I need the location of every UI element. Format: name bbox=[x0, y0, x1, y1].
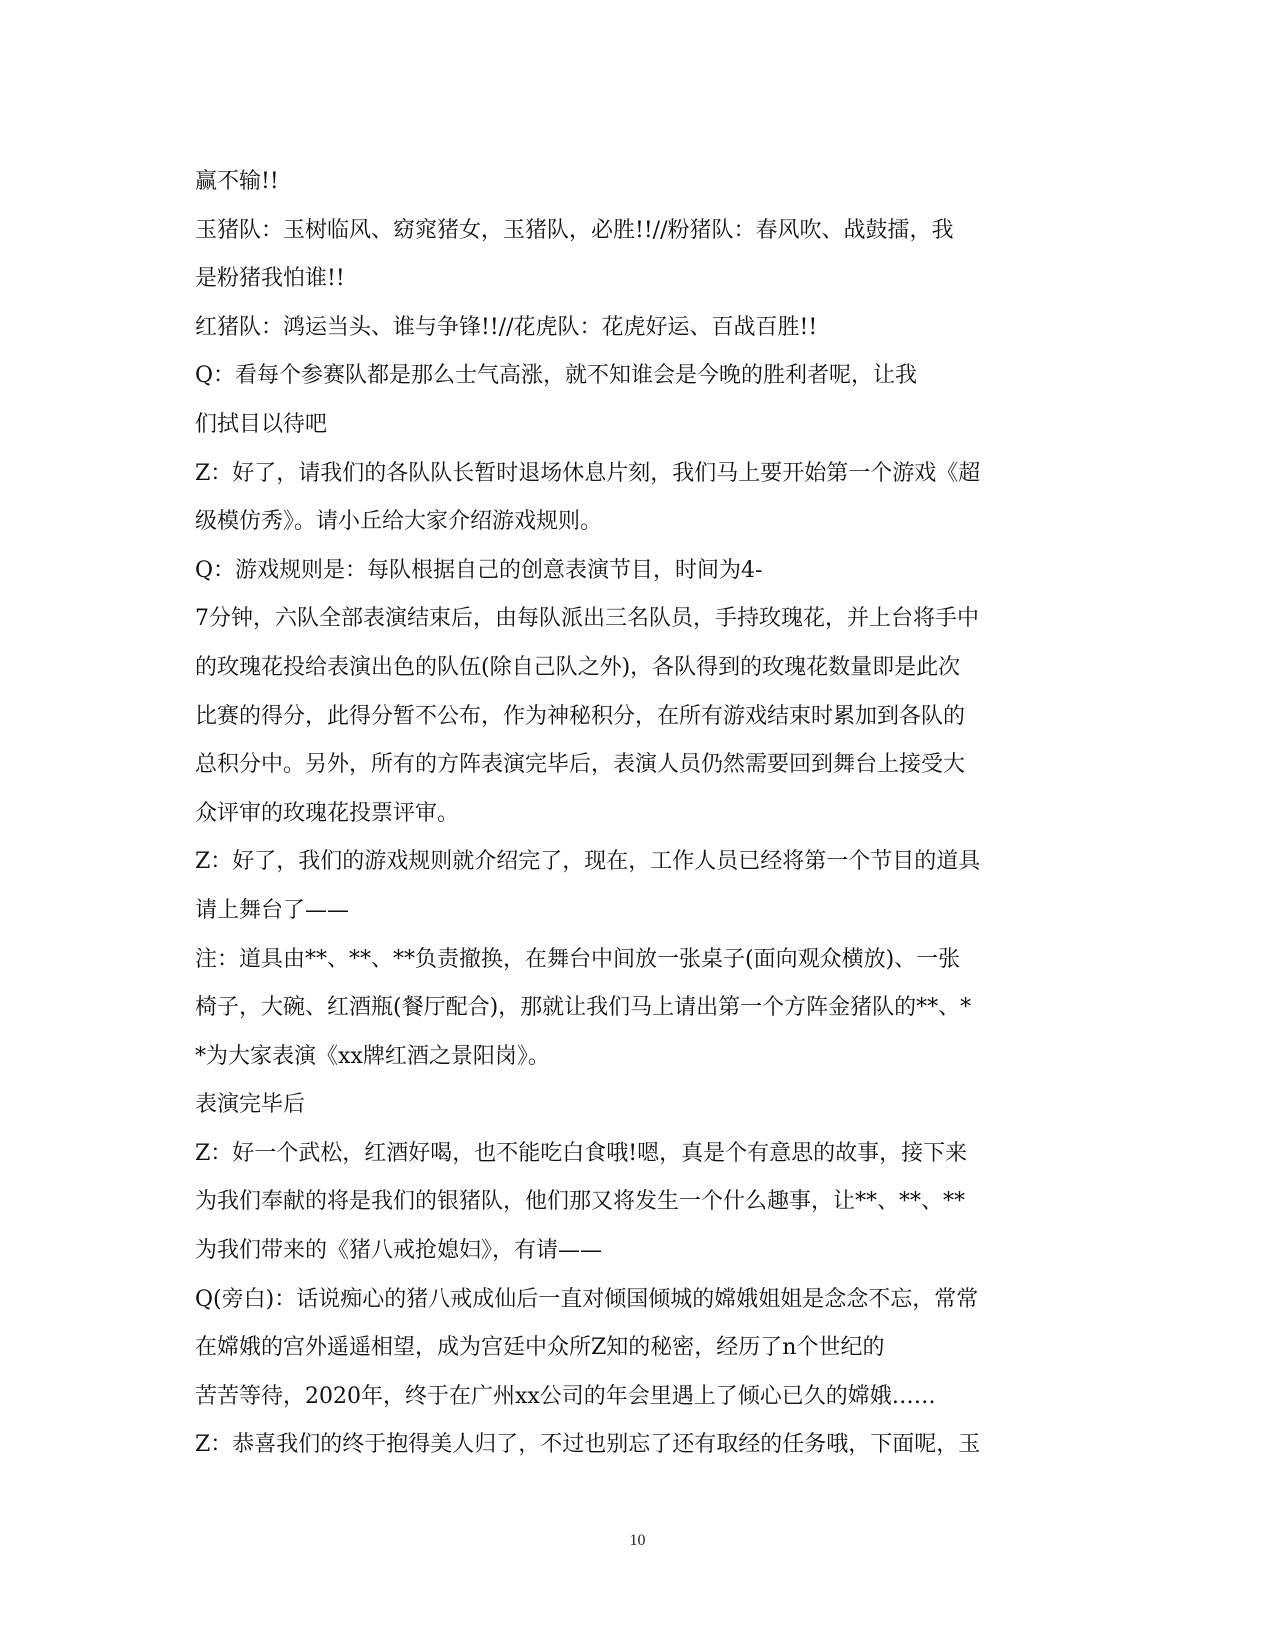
text-line: 红猪队：鸿运当头、谁与争锋!!//花虎队：花虎好运、百战百胜!! bbox=[195, 314, 818, 340]
page-number: 10 bbox=[629, 1532, 646, 1549]
text-line: Z：好了，请我们的各队队长暂时退场休息片刻，我们马上要开始第一个游戏《超 bbox=[195, 460, 981, 486]
text-line: 是粉猪我怕谁!! bbox=[195, 266, 345, 292]
text-line: Q：看每个参赛队都是那么士气高涨，就不知谁会是今晚的胜利者呢，让我 bbox=[195, 363, 918, 389]
text-line: 玉猪队：玉树临风、窈窕猪女，玉猪队，必胜!!//粉猪队：春风吹、战鼓擂，我 bbox=[195, 217, 954, 243]
text-line: 注：道具由**、**、**负责撤换，在舞台中间放一张桌子(面向观众横放)、一张 bbox=[195, 946, 961, 972]
text-line: Q(旁白)：话说痴心的猪八戒成仙后一直对倾国倾城的嫦娥姐姐是念念不忘，常常 bbox=[195, 1286, 979, 1312]
text-line: 总积分中。另外，所有的方阵表演完毕后，表演人员仍然需要回到舞台上接受大 bbox=[195, 752, 966, 778]
text-line: Q：游戏规则是：每队根据自己的创意表演节目，时间为4- bbox=[195, 557, 763, 583]
text-line: 为我们奉献的将是我们的银猪队，他们那又将发生一个什么趣事，让**、**、** bbox=[195, 1189, 966, 1215]
text-line: 在嫦娥的宫外遥遥相望，成为宫廷中众所Z知的秘密，经历了n个世纪的 bbox=[195, 1335, 885, 1361]
text-line: 7分钟，六队全部表演结束后，由每队派出三名队员，手持玫瑰花，并上台将手中 bbox=[195, 606, 979, 632]
text-line: 赢不输!! bbox=[195, 169, 279, 194]
text-line: 级模仿秀》。请小丘给大家介绍游戏规则。 bbox=[195, 509, 603, 535]
text-line: 苦苦等待，2020年，终于在广州xx公司的年会里遇上了倾心已久的嫦娥…… bbox=[195, 1383, 936, 1409]
text-line: 为我们带来的《猪八戒抢媳妇》，有请—— bbox=[195, 1238, 603, 1264]
text-line: Z：恭喜我们的终于抱得美人归了，不过也别忘了还有取经的任务哦，下面呢，玉 bbox=[195, 1432, 981, 1458]
text-line: 比赛的得分，此得分暂不公布，作为神秘积分，在所有游戏结束时累加到各队的 bbox=[195, 703, 966, 729]
text-line: Z：好了，我们的游戏规则就介绍完了，现在，工作人员已经将第一个节目的道具 bbox=[195, 849, 981, 875]
text-line: 众评审的玫瑰花投票评审。 bbox=[195, 800, 460, 826]
text-line: 表演完毕后 bbox=[195, 1092, 306, 1118]
text-line: 们拭目以待吧 bbox=[195, 411, 328, 437]
text-line: 椅子，大碗、红酒瓶(餐厅配合)，那就让我们马上请出第一个方阵金猪队的**、* bbox=[195, 995, 972, 1021]
text-line: 的玫瑰花投给表演出色的队伍(除自己队之外)，各队得到的玫瑰花数量即是此次 bbox=[195, 654, 961, 680]
text-line: 请上舞台了—— bbox=[195, 897, 350, 923]
body-text bbox=[195, 158, 1095, 1470]
text-line: *为大家表演《xx牌红酒之景阳岗》。 bbox=[195, 1043, 550, 1069]
text-line: Z：好一个武松，红酒好喝，也不能吃白食哦!嗯，真是个有意思的故事，接下来 bbox=[195, 1140, 968, 1166]
